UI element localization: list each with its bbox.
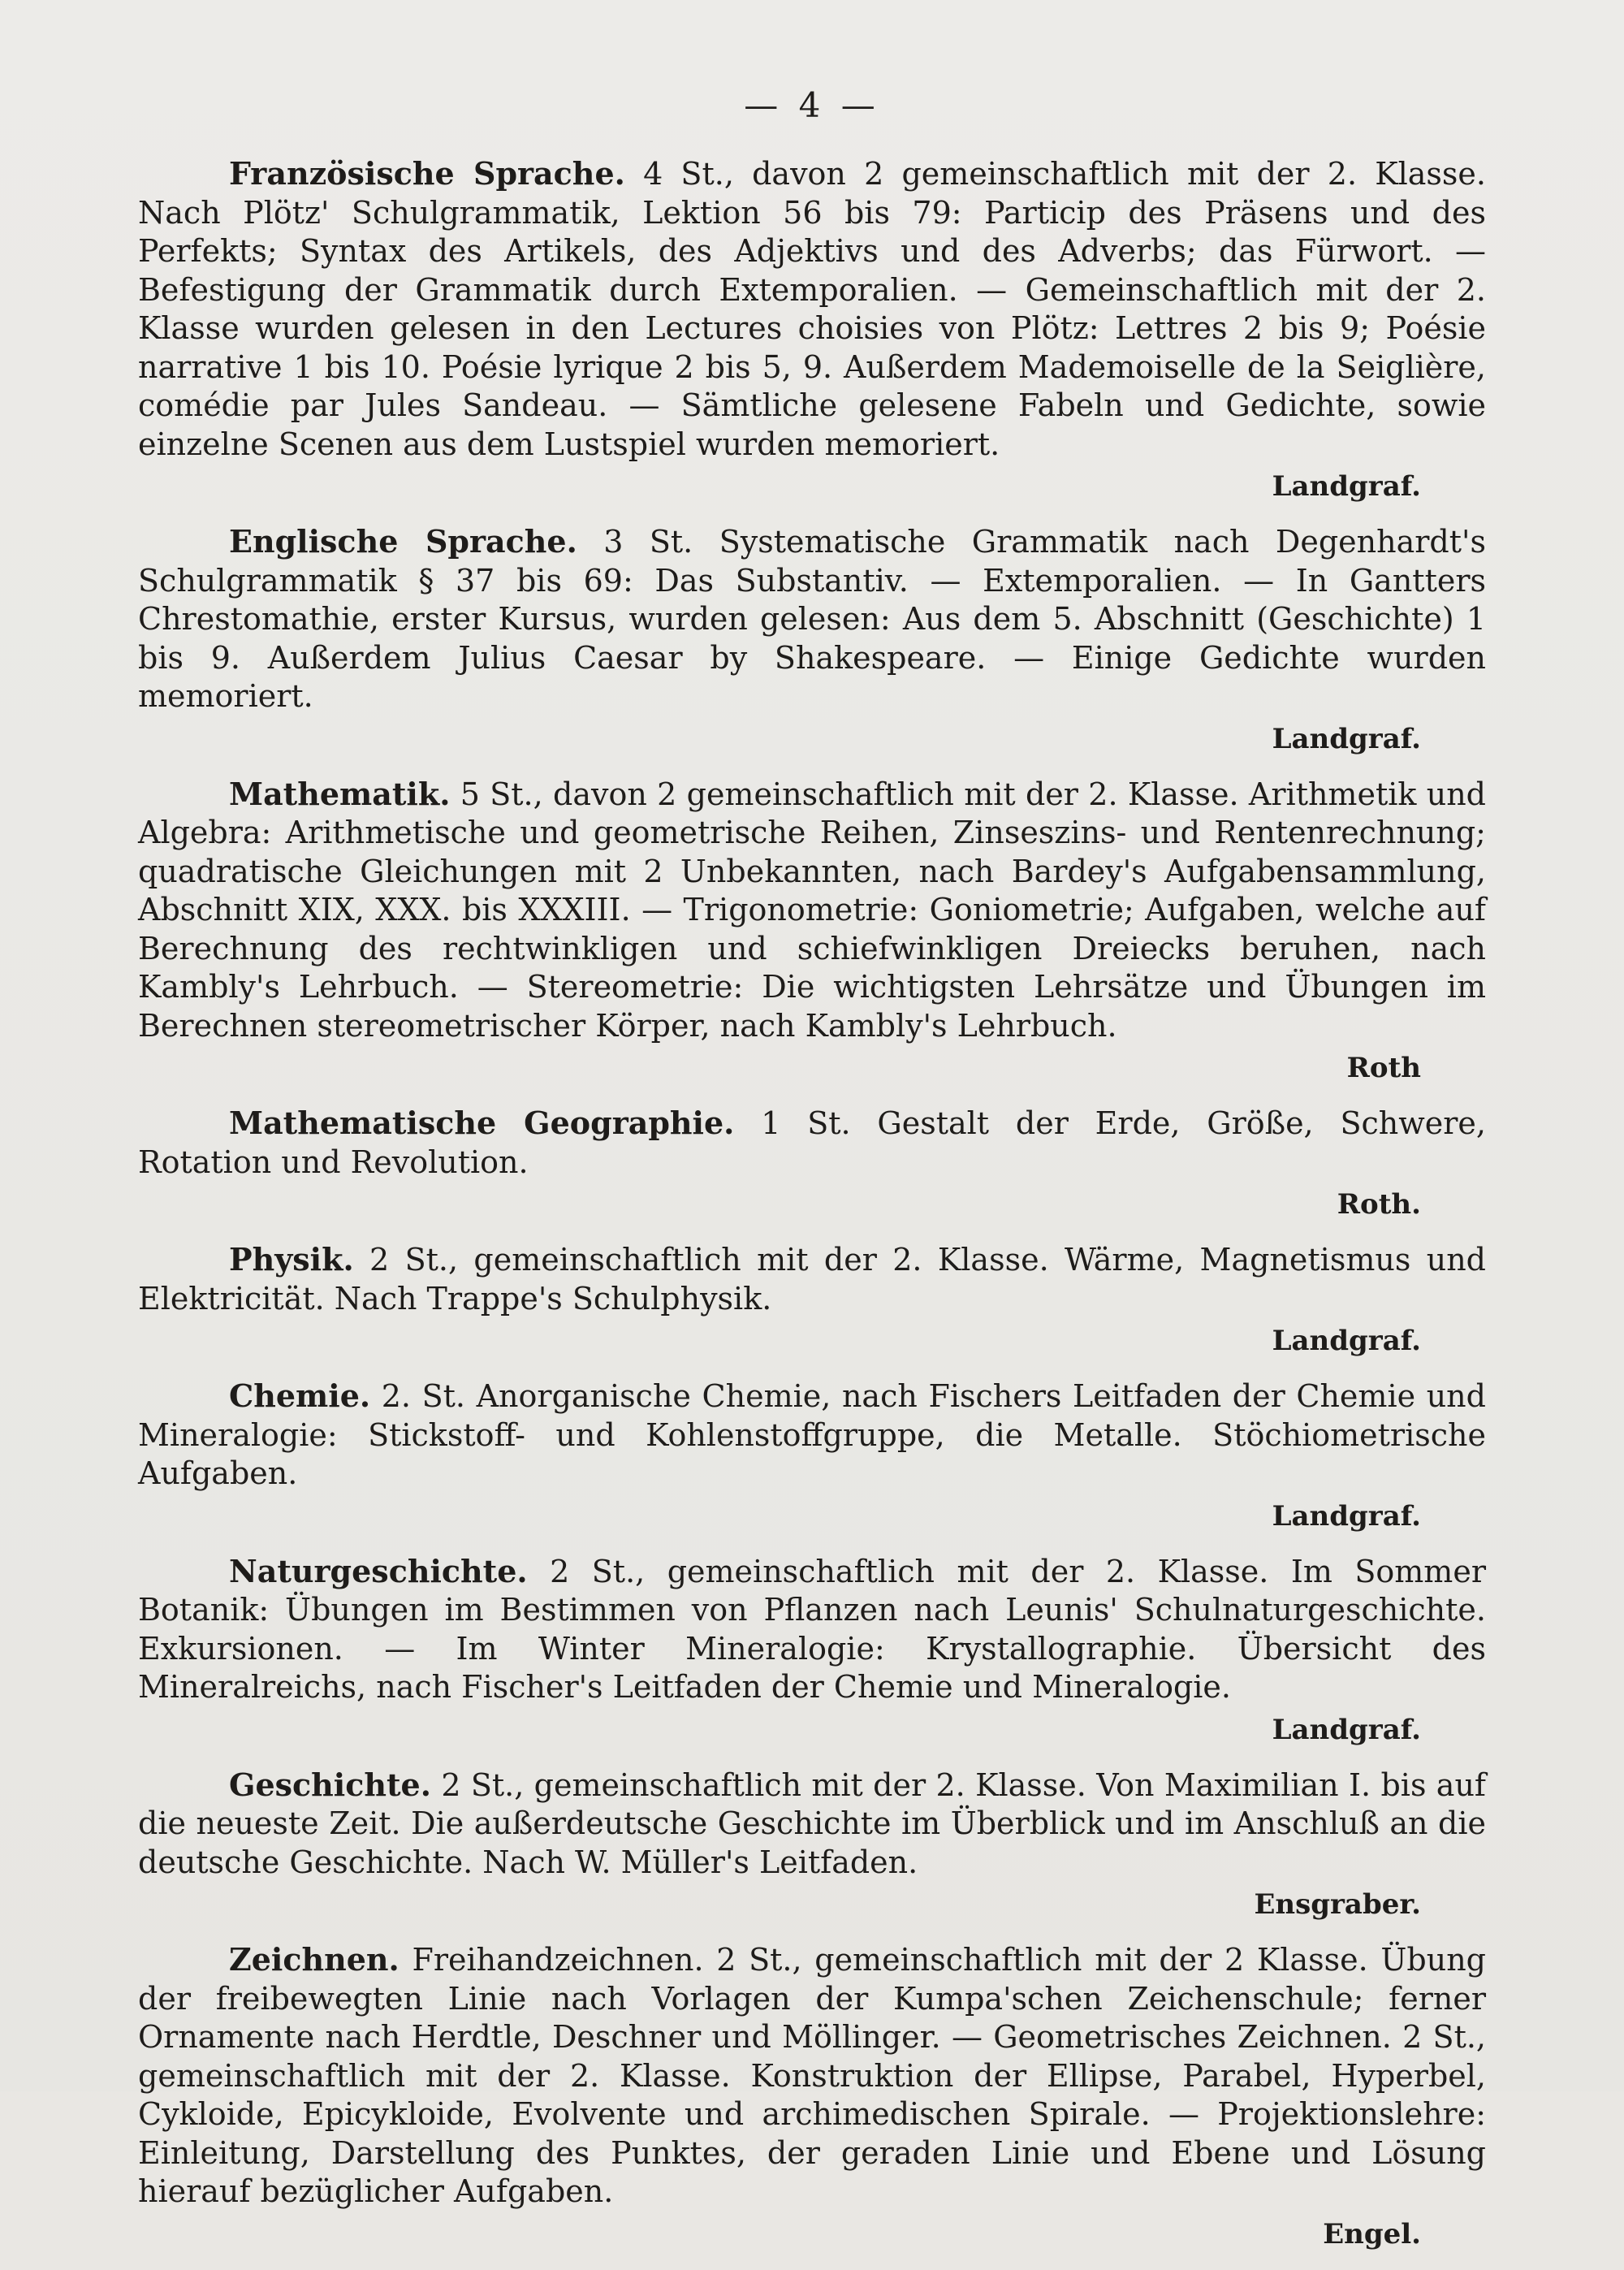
- document-body: [138, 154, 1486, 2270]
- section-mathematics: [138, 775, 1486, 1087]
- section-paragraph: [138, 1377, 1486, 1494]
- page-number: — 4 —: [744, 85, 880, 125]
- section-heading: Französische Sprache.: [229, 155, 625, 192]
- section-chemistry: [138, 1377, 1486, 1534]
- section-paragraph: [138, 1552, 1486, 1707]
- section-heading: Mathematik.: [229, 775, 451, 812]
- section-text: 2. St. Anorganische Chemie, nach Fischers Leitfaden der Chemie und Mineralogie: Stickstoff- und Kohlenstoffgruppe, die Metalle. Stöchiometrische Aufgaben.: [138, 1378, 1486, 1491]
- section-text: 2 St., gemeinschaftlich mit der 2. Klasse. Im Sommer Botanik: Übungen im Bestimmen von Pflanzen nach Leunis' Schulnaturgeschichte. Exkursionen. — Im Winter Mineralogie: Krystallographie. Übersicht des Mineralreichs, nach Fischer's Leitfaden der Chemie und Mineralogie.: [138, 1553, 1486, 1705]
- section-text: 2 St., gemeinschaftlich mit der 2. Klasse. Wärme, Magnetismus und Elektricität. Nach Trappe's Schulphysik.: [138, 1242, 1486, 1317]
- section-author: Roth: [1346, 1052, 1421, 1084]
- section-drawing: [138, 1940, 1486, 2252]
- section-english: [138, 522, 1486, 757]
- section-author: Landgraf.: [1272, 1325, 1421, 1357]
- section-history: [138, 1766, 1486, 1923]
- section-heading: Chemie.: [229, 1377, 371, 1414]
- section-math-geography: [138, 1104, 1486, 1222]
- section-author: Roth.: [1337, 1188, 1421, 1221]
- section-heading: Naturgeschichte.: [229, 1552, 528, 1589]
- section-french: [138, 154, 1486, 504]
- section-text: 2 St., gemeinschaftlich mit der 2. Klasse. Von Maximilian I. bis auf die neueste Zeit. Die außerdeutsche Geschichte im Überblick und im Anschluß an die deutsche Geschichte. Nach W. Müller's Leitfaden.: [138, 1766, 1486, 1880]
- section-author: Landgraf.: [1272, 722, 1421, 755]
- section-heading: Geschichte.: [229, 1766, 431, 1803]
- section-author: Landgraf.: [1272, 1713, 1421, 1746]
- section-natural-history: [138, 1552, 1486, 1748]
- section-text: 3 St. Systematische Grammatik nach Degenhardt's Schulgrammatik § 37 bis 69: Das Substantiv. — Extemporalien. — In Gantters Chrestomathie, erster Kursus, wurden gelesen: Aus dem 5. Abschnitt (Geschichte) 1 bis 9. Außerdem Julius Caesar by Shakespeare. — Einige Gedichte wurden memoriert.: [138, 524, 1486, 714]
- section-author: Engel.: [1323, 2217, 1421, 2251]
- section-author: Ensgraber.: [1254, 1888, 1421, 1921]
- section-text: 4 St., davon 2 gemeinschaftlich mit der 2. Klasse. Nach Plötz' Schulgrammatik, Lektion 56 bis 79: Particip des Präsens und des Perfekts; Syntax des Artikels, des Adjektivs und des Adverbs; das Fürwort. — Befestigung der Grammatik durch Extemporalien. — Gemeinschaftlich mit der 2. Klasse wurden gelesen in den Lectures choisies von Plötz: Lettres 2 bis 9; Poésie narrative 1 bis 10. Poésie lyrique 2 bis 5, 9. Außerdem Mademoiselle de la Seiglière, comédie par Jules Sandeau. — Sämtliche gelesene Fabeln und Gedichte, sowie einzelne Scenen aus dem Lustspiel wurden memoriert.: [138, 156, 1486, 462]
- section-text: 1 St. Gestalt der Erde, Größe, Schwere, Rotation und Revolution.: [138, 1105, 1486, 1180]
- section-text: Freihandzeichnen. 2 St., gemeinschaftlich mit der 2 Klasse. Übung der freibewegten Linie nach Vorlagen der Kumpa'schen Zeichenschule; ferner Ornamente nach Herdtle, Deschner und Möllinger. — Geometrisches Zeichnen. 2 St., gemeinschaftlich mit der 2. Klasse. Konstruktion der Ellipse, Parabel, Hyperbel, Cykloide, Epicykloide, Evolvente und archimedischen Spirale. — Projektionslehre: Einleitung, Darstellung des Punktes, der geraden Linie und Ebene und Lösung hierauf bezüglicher Aufgaben.: [138, 1942, 1486, 2209]
- section-paragraph: [138, 1766, 1486, 1883]
- section-physics: [138, 1240, 1486, 1359]
- section-paragraph: [138, 154, 1486, 464]
- section-text: 5 St., davon 2 gemeinschaftlich mit der 2. Klasse. Arithmetik und Algebra: Arithmetische und geometrische Reihen, Zinseszins- und Rentenrechnung; quadratische Gleichungen mit 2 Unbekannten, nach Bardey's Aufgabensammlung, Abschnitt XIX, XXX. bis XXXIII. — Trigonometrie: Goniometrie; Aufgaben, welche auf Berechnung des rechtwinkligen und schiefwinkligen Dreiecks beruhen, nach Kambly's Lehrbuch. — Stereometrie: Die wichtigsten Lehrsätze und Übungen im Berechnen stereometrischer Körper, nach Kambly's Lehrbuch.: [138, 776, 1486, 1044]
- section-paragraph: [138, 522, 1486, 716]
- section-heading: Englische Sprache.: [229, 523, 577, 560]
- section-author: Landgraf.: [1272, 470, 1421, 503]
- section-paragraph: [138, 1240, 1486, 1318]
- section-heading: Physik.: [229, 1241, 354, 1278]
- section-heading: Mathematische Geographie.: [229, 1105, 735, 1141]
- section-paragraph: [138, 1104, 1486, 1182]
- section-author: Landgraf.: [1272, 1499, 1421, 1533]
- section-paragraph: [138, 1940, 1486, 2212]
- section-paragraph: [138, 775, 1486, 1046]
- section-heading: Zeichnen.: [229, 1941, 400, 1978]
